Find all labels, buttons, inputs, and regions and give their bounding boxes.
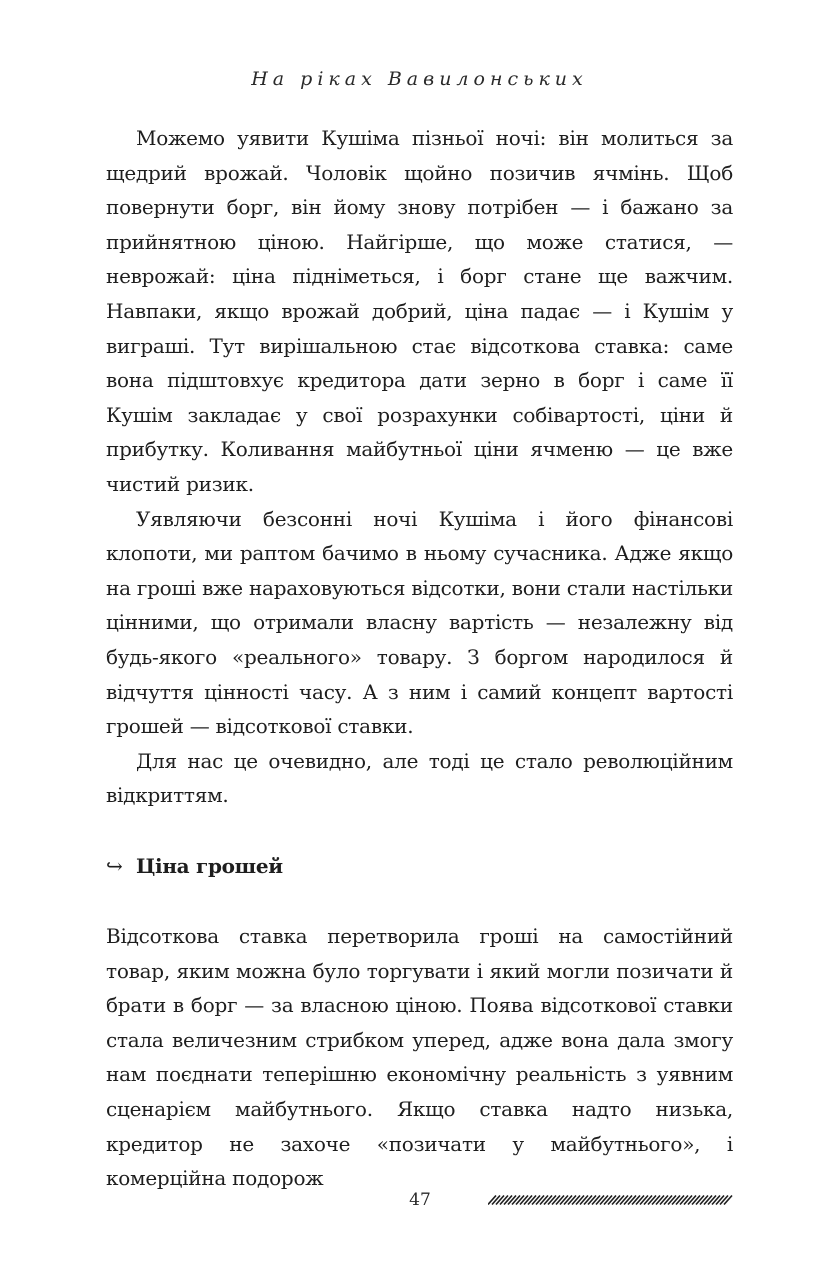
- page-number: 47: [409, 1190, 431, 1210]
- paragraph: Можемо уявити Кушіма пізньої ночі: він молиться за щедрий врожай. Чоловік щойно позичив ячмінь. Щоб повернути борг, він йому знову потрібен — і бажано за прийнятною ціною. Найгірше, що може статися, — неврожай: ціна підніметься, і борг стане ще важчим. Навпаки, якщо врожай добрий, ціна падає — і Кушім у виграші. Тут вирішальною стає відсоткова ставка: саме вона підштовхує кредитора дати зерно в борг і саме її Кушім закладає у свої розрахунки собівартості, ціни й прибутку. Коливання майбутньої ціни ячменю — це вже чистий ризик.: [106, 126, 733, 496]
- running-header: На ріках Вавилонських: [251, 68, 588, 90]
- decorative-hatch-rule: [488, 1195, 733, 1205]
- paragraph: Уявляючи безсонні ночі Кушіма і його фінансові клопоти, ми раптом бачимо в ньому сучасника. Адже якщо на гроші вже нараховуються відсотки, вони стали настільки цінними, що отримали власну вартість — незалежну від будь-якого «реального» товару. З боргом народилося й відчуття цінності часу. А з ним і самий концепт вартості грошей — відсоткової ставки.: [106, 506, 733, 739]
- body-text-after-section: [106, 919, 733, 1196]
- paragraph: Відсоткова ставка перетворила гроші на самостійний товар, яким можна було торгувати і який могли позичати й брати в борг — за власною ціною. Поява відсоткової ставки стала величезним стрибком уперед, адже вона дала змогу нам поєднати теперішню економічну реальність з уявним сценарієм майбутнього. Якщо ставка надто низька, кредитор не захоче «позичати у майбутнього», і комерційна подорож: [106, 924, 733, 1191]
- paragraph: Для нас це очевидно, але тоді це стало революційним відкриттям.: [106, 748, 733, 808]
- body-text-before-section: [106, 121, 733, 813]
- section-heading: [106, 851, 733, 881]
- section-title: Ціна грошей: [136, 854, 283, 878]
- return-arrow-icon: ↪: [106, 854, 123, 878]
